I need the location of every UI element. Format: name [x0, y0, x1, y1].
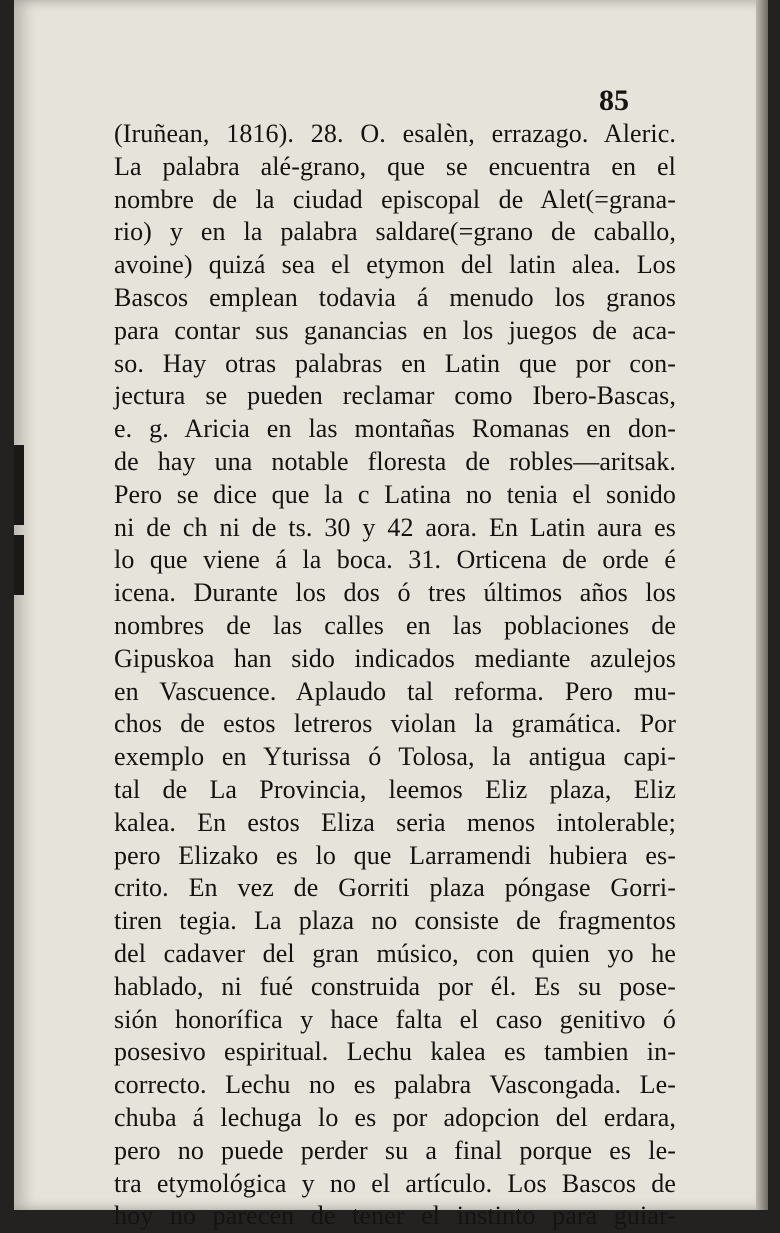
text-line-29: posesivo espiritual. Lechu kalea es tambien in- — [114, 1037, 676, 1067]
text-line-4: rio) y en la palabra saldare(=grano de caballo, — [114, 217, 676, 247]
text-line-11: de hay una notable floresta de robles—aritsak. — [114, 446, 676, 476]
text-line-2: La palabra alé-grano, que se encuentra en el — [114, 151, 676, 181]
text-line-15: icena. Durante los dos ó tres últimos años los — [114, 578, 676, 608]
text-line-33: tra etymológica y no el artículo. Los Bascos de — [114, 1168, 676, 1198]
text-line-7: para contar sus ganancias en los juegos de aca- — [114, 315, 676, 345]
text-line-34: hoy no parecen de tener el instinto para guiar- — [114, 1201, 676, 1231]
text-line-23: pero Elizako es lo que Larramendi hubiera es- — [114, 840, 676, 870]
text-line-1: (Iruñean, 1816). 28. O. esalèn, errazago. Aleric. — [114, 119, 676, 148]
body-text — [114, 118, 676, 1233]
book-page — [14, 0, 768, 1231]
text-line-30: correcto. Lechu no es palabra Vascongada. Le- — [114, 1070, 676, 1100]
text-line-24: crito. En vez de Gorriti plaza póngase Gorri- — [114, 873, 676, 903]
text-line-21: tal de La Provincia, leemos Eliz plaza, Eliz — [114, 774, 676, 804]
text-line-12: Pero se dice que la c Latina no tenia el sonido — [114, 479, 676, 509]
text-line-31: chuba á lechuga lo es por adopcion del erdara, — [114, 1102, 676, 1132]
text-line-16: nombres de las calles en las poblaciones de — [114, 610, 676, 640]
page-edge-shadow — [756, 0, 768, 1210]
text-line-5: avoine) quizá sea el etymon del latin alea. Los — [114, 250, 676, 280]
text-line-13: ni de ch ni de ts. 30 y 42 aora. En Latin aura es — [114, 512, 676, 542]
text-line-26: del cadaver del gran músico, con quien yo he — [114, 938, 676, 968]
text-line-8: so. Hay otras palabras en Latin que por con- — [114, 348, 676, 378]
text-line-32: pero no puede perder su a final porque es le- — [114, 1135, 676, 1165]
text-line-9: jectura se pueden reclamar como Ibero-Bascas, — [114, 381, 676, 411]
binding-mark-lower — [14, 535, 24, 595]
text-line-25: tiren tegia. La plaza no consiste de fragmentos — [114, 906, 676, 936]
text-line-14: lo que viene á la boca. 31. Orticena de orde é — [114, 545, 676, 575]
text-line-17: Gipuskoa han sido indicados mediante azulejos — [114, 643, 676, 673]
text-line-20: exemplo en Yturissa ó Tolosa, la antigua capi- — [114, 742, 676, 772]
page-number: 85 — [599, 84, 629, 117]
text-line-27: hablado, ni fué construida por él. Es su pose- — [114, 971, 676, 1001]
text-line-3: nombre de la ciudad episcopal de Alet(=grana- — [114, 184, 676, 214]
text-line-6: Bascos emplean todavia á menudo los granos — [114, 282, 676, 312]
text-line-19: chos de estos letreros violan la gramática. Por — [114, 709, 676, 739]
text-line-28: sión honorífica y hace falta el caso genitivo ó — [114, 1004, 676, 1034]
text-line-22: kalea. En estos Eliza seria menos intolerable; — [114, 807, 676, 837]
binding-mark-upper — [14, 445, 24, 525]
text-line-18: en Vascuence. Aplaudo tal reforma. Pero mu- — [114, 676, 676, 706]
text-line-10: e. g. Aricia en las montañas Romanas en don- — [114, 414, 676, 444]
